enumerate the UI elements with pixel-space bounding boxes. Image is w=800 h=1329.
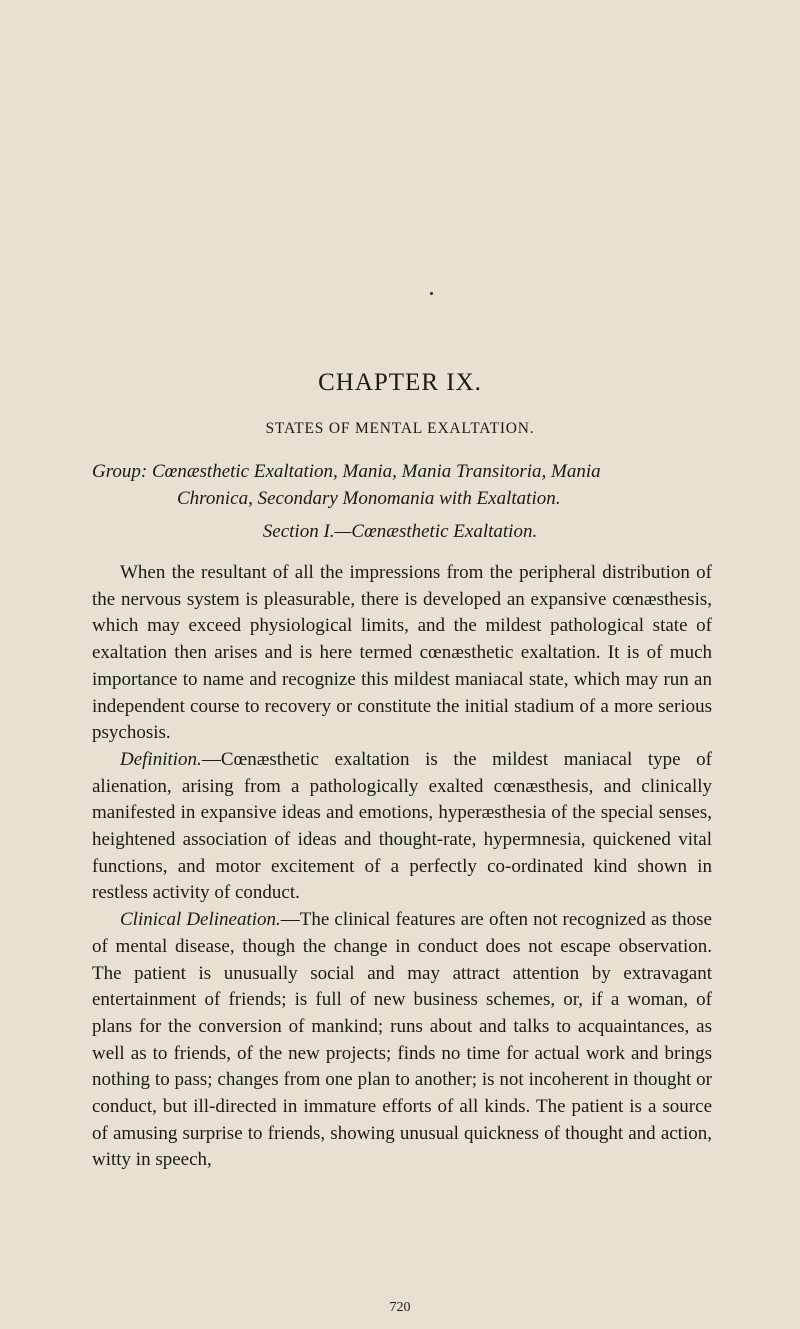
chapter-heading: CHAPTER IX. xyxy=(318,369,482,396)
group-label: Group: xyxy=(92,461,148,482)
group-line xyxy=(92,458,712,512)
ink-speck xyxy=(430,292,433,295)
paragraph-clinical xyxy=(92,907,712,1174)
definition-lead: Definition. xyxy=(120,748,202,770)
clinical-lead: Clinical Delineation. xyxy=(120,909,281,931)
group-list-line-1: Cœnæsthetic Exaltation, Mania, Mania Transitoria, Mania xyxy=(152,461,601,482)
chapter-subtitle: STATES OF MENTAL EXALTATION. xyxy=(265,420,535,437)
body-text xyxy=(92,560,712,1174)
paragraph-intro: When the resultant of all the impressions from the peripheral distribution of the nervous system is pleasurable, there is developed an expansive cœnæsthesis, which may exceed physiological limits, and the mildest pathological state of exaltation then arises and is here termed cœnæsthetic exaltation. It is of much importance to name and recognize this mildest maniacal state, which may run an independent course to recovery or constitute the initial stadium of a more serious psychosis. xyxy=(92,562,712,744)
group-list-line-2: Chronica, Secondary Monomania with Exaltation. xyxy=(177,488,561,509)
paragraph-definition xyxy=(92,747,712,907)
section-title: Section I.—Cœnæsthetic Exaltation. xyxy=(262,521,538,542)
page-number: 720 xyxy=(389,1300,411,1315)
clinical-text: —The clinical features are often not recognized as those of mental disease, though the change in conduct does not escape observation. The patient is unusually social and may attract attention by extravagant entertainment of friends; is full of new business schemes, or, if a woman, of plans for the conversion of mankind; runs about and talks to acquaintances, as well as to friends, of the new projects; finds no time for actual work and brings nothing to pass; changes from one plan to another; is not incoherent in thought or conduct, but ill-directed in immature efforts of all kinds. The patient is a source of amusing surprise to friends, showing unusual quickness of thought and action, witty in speech, xyxy=(92,909,712,1171)
definition-text: —Cœnæsthetic exaltation is the mildest maniacal type of alienation, arising from a pathologically exalted cœnæsthesis, and clinically manifested in expansive ideas and emotions, hyperæsthesia of the special senses, heightened association of ideas and thought-rate, hypermnesia, quickened vital functions, and motor excitement of a perfectly co-ordinated kind shown in restless activity of conduct. xyxy=(92,748,712,904)
